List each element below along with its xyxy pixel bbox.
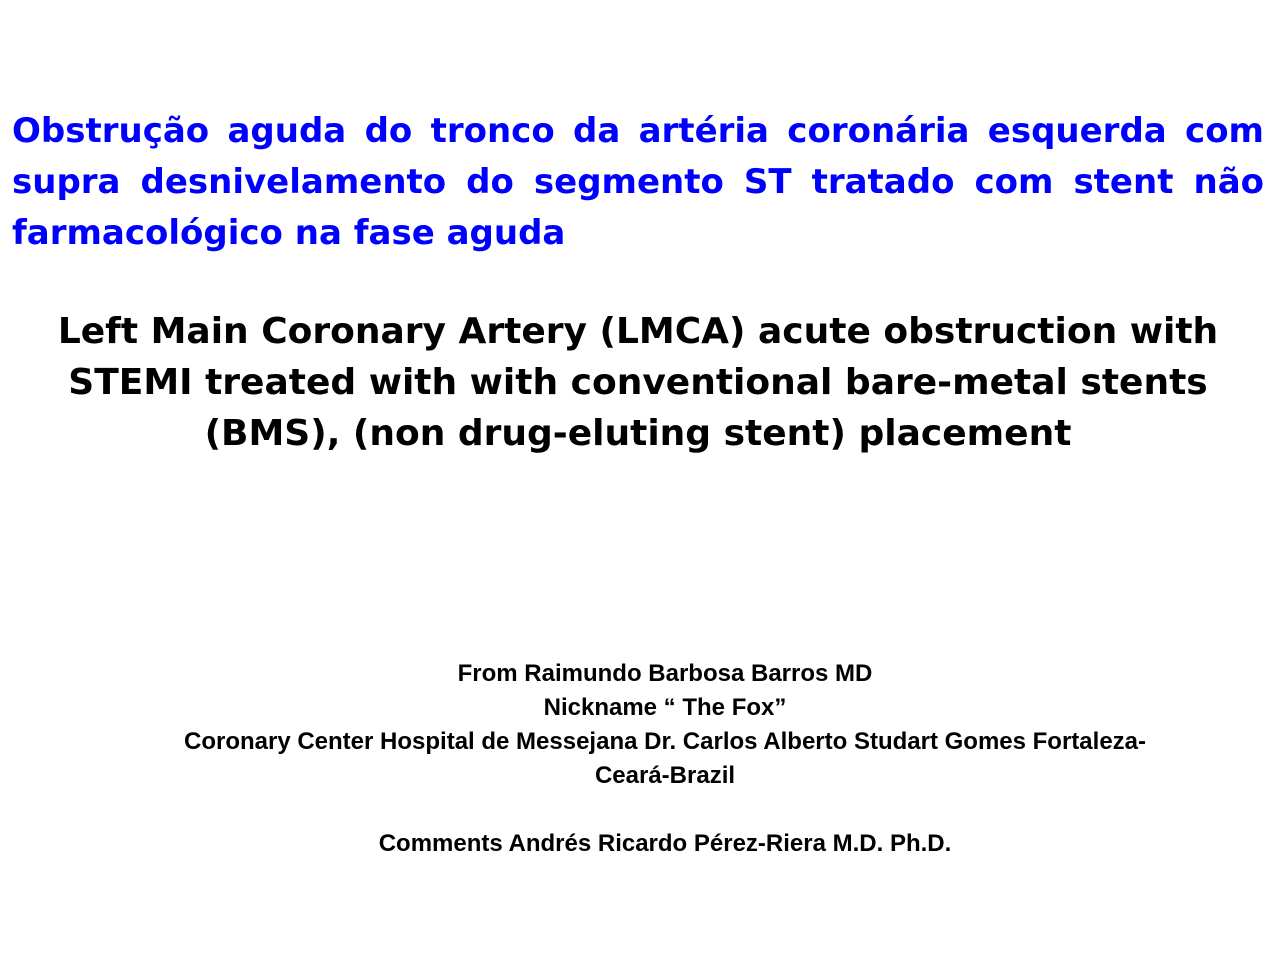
english-title: Left Main Coronary Artery (LMCA) acute obstruction with STEMI treated with with conventional bare-metal stents (BMS), (non drug-eluting stent) placement [57, 311, 1219, 454]
credits-block [60, 657, 1270, 861]
spacer [60, 793, 1270, 827]
portuguese-title: Obstrução aguda do tronco da artéria coronária esquerda com supra desnivelamento do segmento ST tratado com stent não farmacológico na fase aguda [12, 111, 1264, 253]
author-line: From Raimundo Barbosa Barros MD [457, 660, 873, 687]
comments-line: Comments Andrés Ricardo Pérez-Riera M.D. Ph.D. [378, 830, 952, 857]
institution-line-1: Coronary Center Hospital de Messejana Dr. Carlos Alberto Studart Gomes Fortaleza- [183, 728, 1146, 755]
institution-line-2: Ceará-Brazil [594, 762, 736, 789]
nickname-line: Nickname “ The Fox” [543, 694, 787, 721]
